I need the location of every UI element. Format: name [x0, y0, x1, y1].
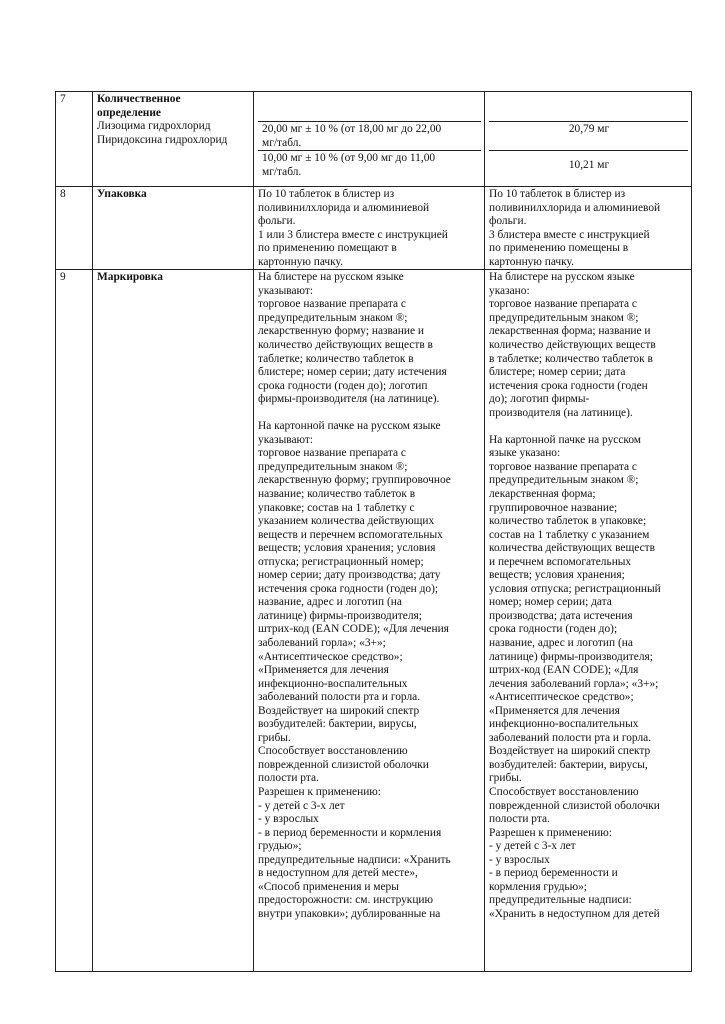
text-line: Воздействует на широкий спектр	[489, 745, 651, 758]
text-line: предосторожности: см. инструкцию	[258, 894, 434, 907]
norm-cell	[254, 270, 485, 972]
text-line: количество таблеток в упаковке;	[489, 515, 647, 528]
text-line: возбудителей: бактерии, вирусы,	[258, 718, 417, 731]
text-line: заболеваний полости рта и горла.	[489, 731, 652, 744]
text-line: «Антисептическое средство»;	[489, 691, 634, 704]
row-title-cell	[93, 187, 254, 270]
result-cell	[485, 92, 692, 187]
text-line: указанием количества действующих	[258, 515, 435, 528]
text-line: полости рта.	[489, 813, 550, 826]
text-line: количество действующих веществ	[489, 339, 656, 352]
text-line: языке указано:	[489, 447, 561, 460]
norm-carton-text	[258, 420, 481, 921]
text-line: условия отпуска; регистрационный	[489, 582, 661, 595]
text-line: упаковке; состав на 1 таблетку с	[258, 501, 415, 514]
text-line: предупредительным знаком ®;	[489, 311, 639, 324]
result-substance-2: 10,21 мг	[489, 150, 688, 186]
table-row	[56, 92, 692, 187]
text-line: торговое название препарата с	[258, 298, 406, 311]
row-number: 7	[56, 92, 93, 187]
text-line: заболеваний горла»; «3+»;	[258, 637, 386, 649]
text-line: блистере; номер серии; дату истечения	[258, 366, 447, 379]
norm-blister-text	[258, 271, 481, 406]
row-title: Упаковка	[97, 188, 147, 200]
text-line: в недоступном для детей месте»,	[258, 867, 418, 880]
table-row	[56, 270, 692, 972]
text-line: «Применяется для лечения	[489, 704, 620, 717]
text-line: «Способ применения и меры	[258, 880, 399, 893]
text-line: поврежденной слизистой оболочки	[258, 758, 429, 771]
text-line: внутри упаковки»; дублированные на	[258, 907, 441, 920]
text-line: торговое название препарата с	[489, 460, 637, 473]
text-line: предупредительным знаком ®;	[258, 311, 408, 324]
text-line: производства; дата истечения	[489, 609, 633, 622]
text-line: срока годности (годен до);	[489, 623, 618, 636]
result-blister-text	[489, 271, 688, 420]
text-line: производителя (на латинице).	[489, 406, 633, 419]
norm-cell: По 10 таблеток в блистер из поливинилхлорида и алюминиевой фольги. 1 или 3 блистера вместе с инструкцией по применению помещают в картонную пачку.	[254, 187, 485, 270]
text-line: поврежденной слизистой оболочки	[489, 799, 660, 812]
text-line: полости рта.	[258, 772, 319, 785]
text-line: указывают:	[258, 433, 314, 446]
text-line: указано:	[489, 284, 530, 297]
norm-substance-2: 10,00 мг ± 10 % (от 9,00 мг до 11,00 мг/табл.	[258, 150, 481, 179]
text-line: лекарственную форму; название и	[258, 325, 424, 338]
text-line: штрих-код (EAN CODE); «Для	[489, 664, 639, 677]
specification-table	[55, 91, 692, 972]
text-line: - у детей с 3-х лет	[258, 799, 345, 812]
result-label-spacer	[489, 93, 688, 121]
text-line: срока годности (годен до); логотип	[258, 379, 428, 392]
row-number: 9	[56, 270, 93, 972]
result-cell: По 10 таблеток в блистер из поливинилхлорида и алюминиевой фольги. 3 блистера вместе с инструкцией по применению помещены в картонную пачку.	[485, 187, 692, 270]
text-line: Воздействует на широкий спектр	[258, 704, 420, 717]
text-line: «Хранить в недоступном для детей	[489, 907, 660, 920]
text-line: возбудителей: бактерии, вирусы,	[489, 758, 648, 771]
spec-table-fragment	[55, 91, 691, 972]
text-line: - в период беременности и	[489, 867, 618, 880]
result-carton-text	[489, 434, 688, 922]
text-line: предупредительным знаком ®;	[489, 474, 639, 487]
text-line: истечения срока годности (годен до);	[258, 582, 439, 595]
text-line: до); логотип фирмы-	[489, 393, 590, 406]
text-line: предупредительным знаком ®;	[258, 460, 408, 473]
text-line: в таблетке; количество таблеток в	[489, 352, 653, 365]
text-line: номер серии; дату производства; дату	[258, 569, 441, 582]
norm-cell	[254, 92, 485, 187]
text-line: инфекционно-воспалительных	[258, 677, 408, 690]
text-line: лекарственная форма; название и	[489, 325, 651, 338]
result-substance-1: 20,79 мг	[489, 121, 688, 150]
text-line: блистере; номер серии; дата	[489, 366, 626, 379]
result-cell	[485, 270, 692, 972]
text-line: инфекционно-воспалительных	[489, 718, 639, 731]
substance-name: Лизоцима гидрохлорид	[97, 120, 211, 133]
norm-substance-1: 20,00 мг ± 10 % (от 18,00 мг до 22,00 мг/табл.	[258, 121, 481, 150]
text-line: таблетке; количество таблеток в	[258, 352, 414, 365]
row-title: Маркировка	[97, 271, 163, 284]
text-line: На картонной пачке на русском	[489, 433, 642, 446]
text-line: «Применяется для лечения	[258, 664, 389, 677]
text-line: грудью»;	[258, 840, 302, 853]
text-line: фирмы-производителя (на латинице).	[258, 393, 440, 406]
text-line: группировочное название;	[489, 501, 618, 514]
text-line: номер; номер серии; дата	[489, 596, 612, 609]
text-line: название, адрес и логотип (на	[489, 637, 633, 649]
text-line: лекарственная форма;	[489, 487, 596, 500]
text-line: веществ; условия хранения; условия	[258, 542, 436, 555]
text-line: - у детей с 3-х лет	[489, 840, 576, 853]
text-line: - у взрослых	[489, 853, 550, 866]
text-line: латинице) фирмы-производителя;	[489, 650, 653, 663]
text-line: латинице) фирмы-производителя;	[258, 609, 422, 622]
row-title-line: определение	[97, 106, 161, 119]
text-line: Способствует восстановлению	[258, 745, 408, 758]
text-line: лечения заболеваний горла»; «3+»;	[489, 677, 659, 690]
text-line: грибы.	[489, 772, 522, 785]
norm-label-spacer	[258, 93, 481, 121]
text-line: предупредительные надписи: «Хранить	[258, 853, 451, 866]
text-line: кормления грудью»;	[489, 880, 587, 893]
row-title-cell	[93, 270, 254, 972]
row-number: 8	[56, 187, 93, 270]
text-line: штрих-код (EAN CODE); «Для лечения	[258, 623, 449, 636]
text-line: - у взрослых	[258, 813, 319, 826]
text-line: предупредительные надписи:	[489, 894, 632, 907]
text-line: Способствует восстановлению	[489, 786, 639, 799]
text-line: название; количество таблеток в	[258, 487, 416, 500]
text-line: веществ и перечнем вспомогательных	[258, 528, 443, 541]
text-line: количество действующих веществ в	[258, 339, 433, 352]
text-line: На блистере на русском языке	[489, 271, 635, 284]
row-title-cell	[93, 92, 254, 187]
text-line: количества действующих веществ	[489, 542, 655, 555]
text-line: название, адрес и логотип (на	[258, 596, 402, 609]
substance-name: Пиридоксина гидрохлорид	[97, 133, 228, 146]
text-line: Разрешен к применению:	[489, 826, 612, 839]
text-line: Разрешен к применению:	[258, 786, 381, 799]
text-line: - в период беременности и кормления	[258, 826, 442, 839]
text-line: истечения срока годности (годен	[489, 379, 648, 392]
table-row	[56, 187, 692, 270]
text-line: состав на 1 таблетку с указанием	[489, 528, 650, 541]
text-line: заболеваний полости рта и горла.	[258, 691, 421, 704]
text-line: веществ; условия хранения;	[489, 569, 625, 582]
row-title-line: Количественное	[97, 93, 181, 105]
text-line: отпуска; регистрационный номер;	[258, 555, 424, 568]
text-line: торговое название препарата с	[258, 447, 406, 460]
text-line: «Антисептическое средство»;	[258, 650, 403, 663]
text-line: торговое название препарата с	[489, 298, 637, 311]
text-line: грибы.	[258, 731, 291, 744]
text-line: На блистере на русском языке	[258, 271, 404, 284]
text-line: и перечнем вспомогательных	[489, 555, 632, 568]
text-line: указывают:	[258, 284, 314, 297]
text-line: лекарственную форму; группировочное	[258, 474, 451, 487]
text-line: На картонной пачке на русском языке	[258, 420, 441, 433]
